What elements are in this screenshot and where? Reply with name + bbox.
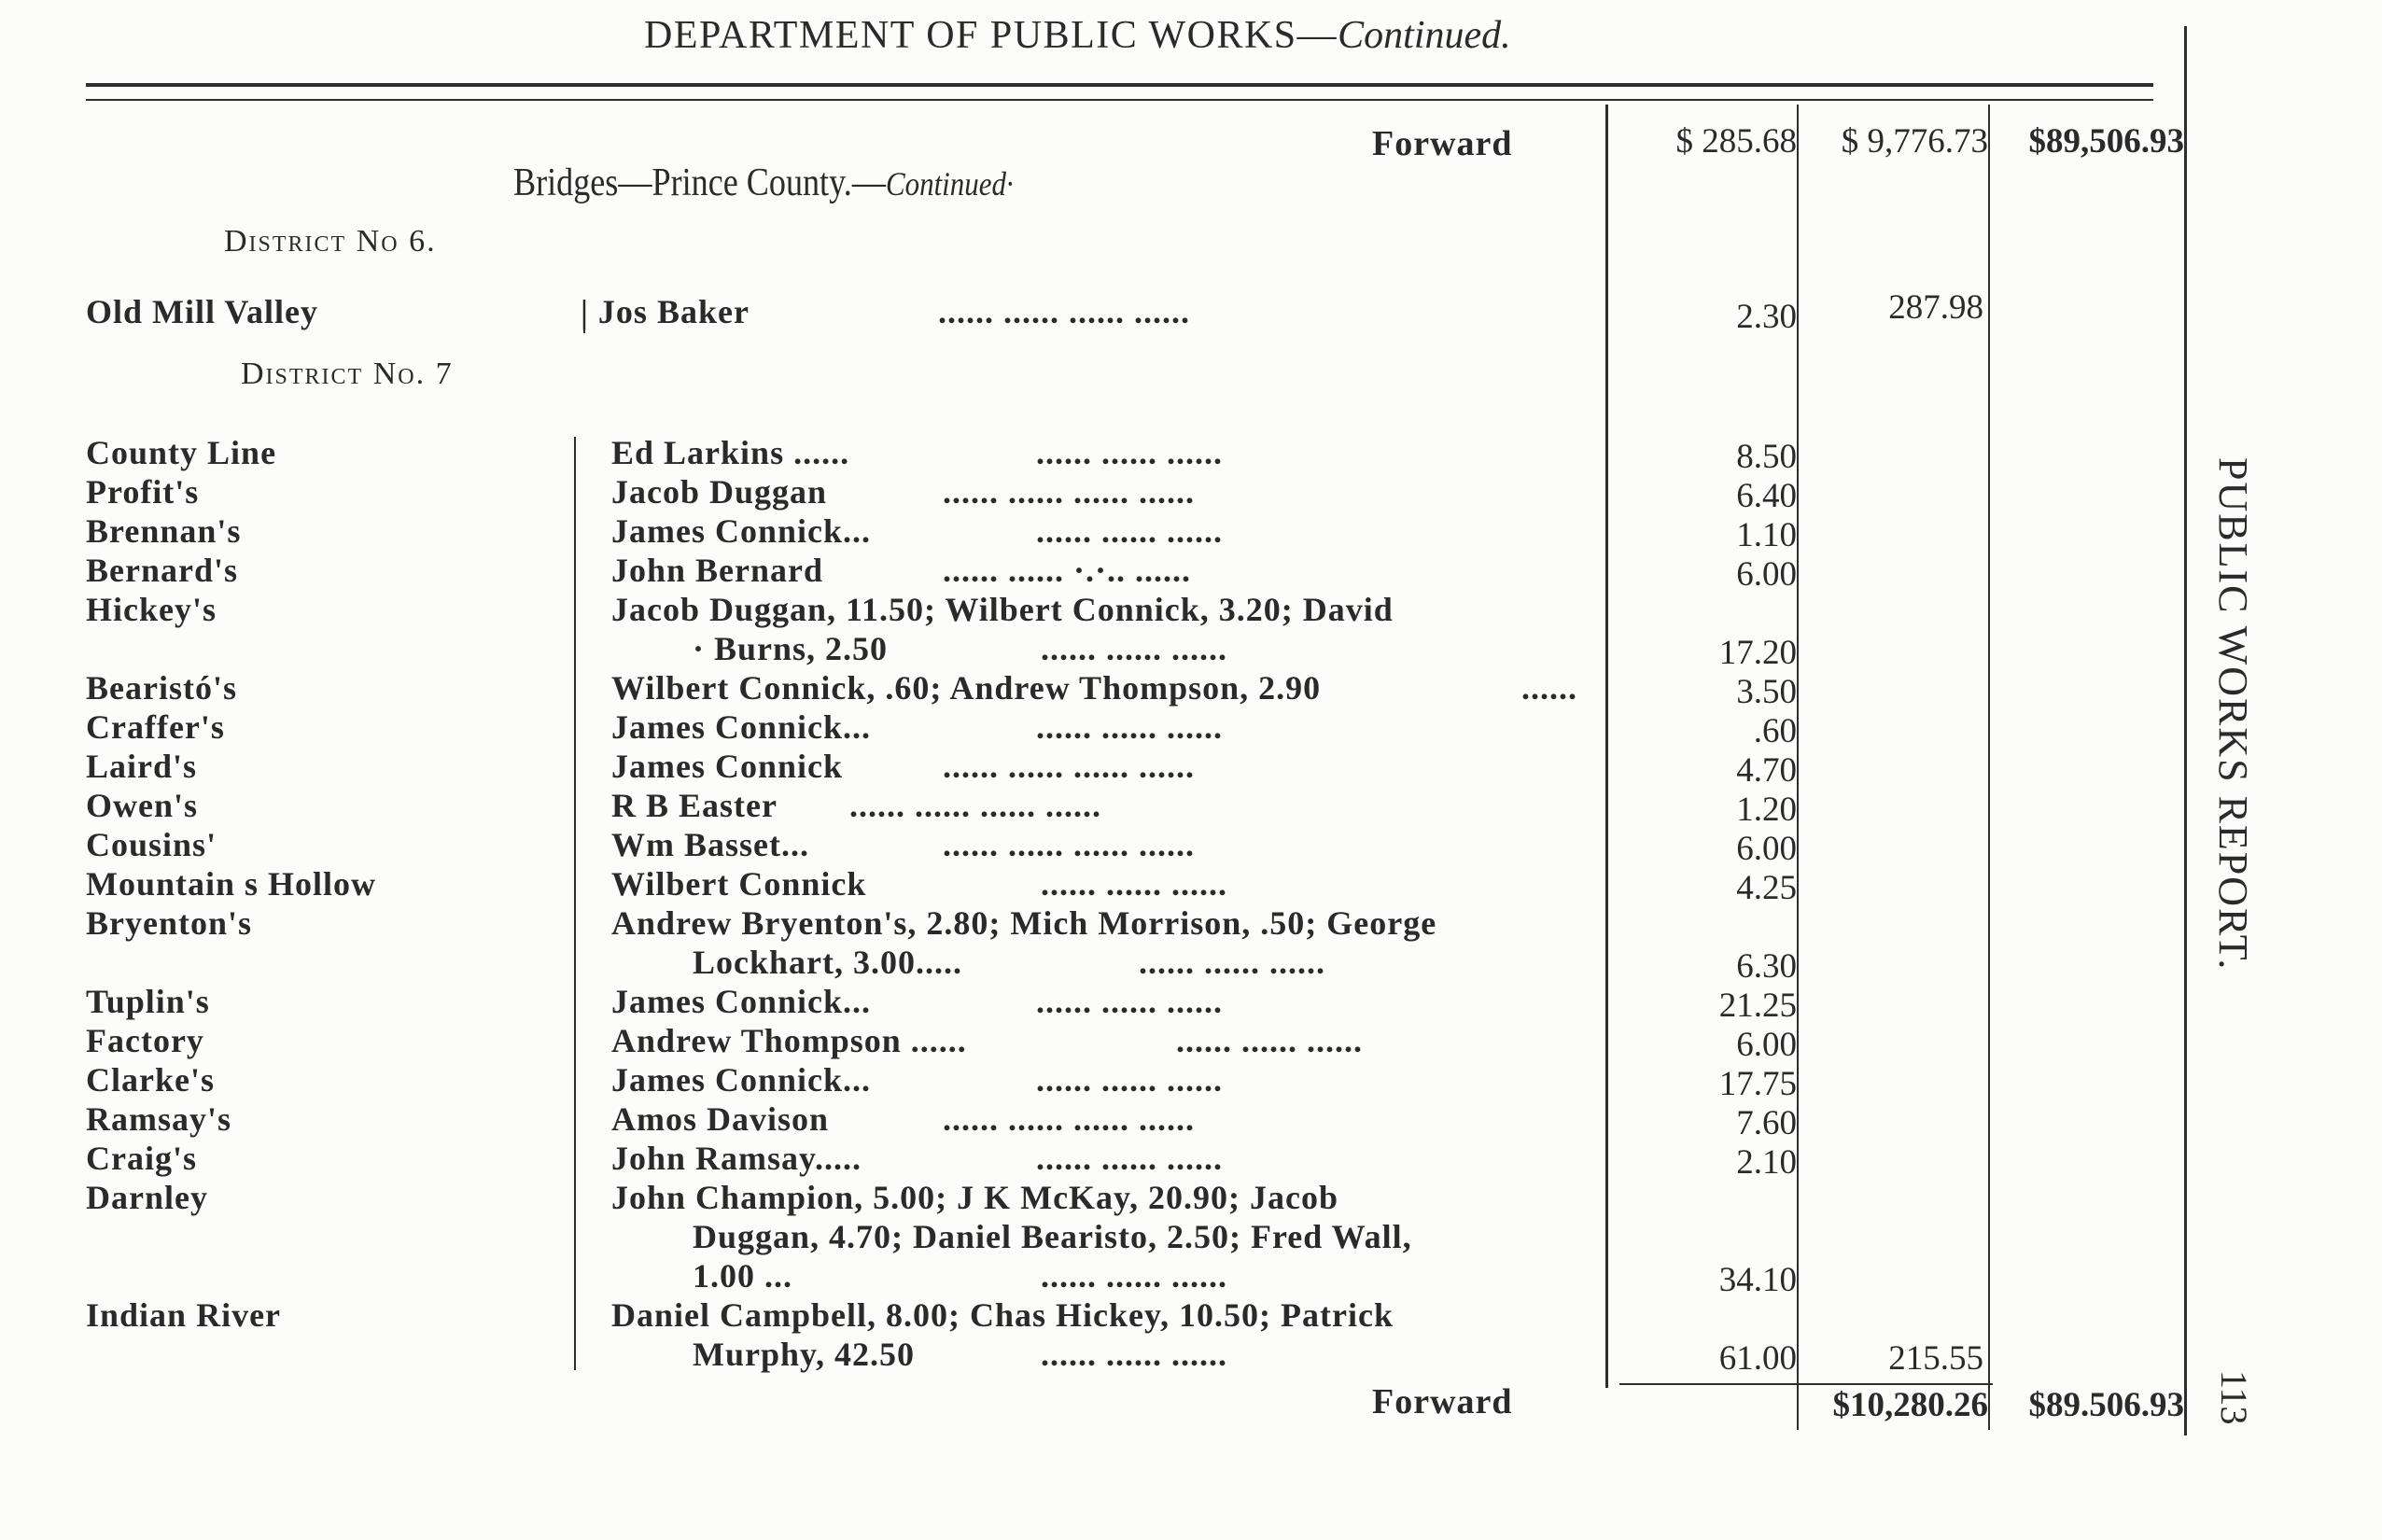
leader-dots: ...... ...... ......	[1036, 1140, 1223, 1177]
leader-dots: ...... ...... ......	[1036, 512, 1223, 550]
bridge-name: Factory	[86, 1022, 204, 1059]
payee: James Connick...	[611, 1061, 872, 1099]
payee: R B Easter	[611, 787, 778, 824]
bridge-name: Cousins'	[86, 826, 217, 863]
amount: 8.50	[1736, 438, 1797, 476]
side-report-title: PUBLIC WORKS REPORT.	[2210, 457, 2256, 972]
payee: Wm Basset...	[611, 826, 809, 863]
leader-dots: ...... ...... ......	[1139, 944, 1325, 981]
payee-continued: Lockhart, 3.00.....	[693, 944, 962, 981]
payee: Wilbert Connick, .60; Andrew Thompson, 2.90	[611, 669, 1322, 707]
district-6-heading: District No 6.	[224, 224, 437, 259]
bridge-name: Brennan's	[86, 512, 242, 550]
bridge-name: County Line	[86, 434, 277, 471]
top-rule-thin	[86, 99, 2153, 101]
subheading-continued: Continued·	[885, 165, 1014, 203]
col-rule-3	[1988, 105, 1990, 1430]
payee: Amos Davison	[611, 1100, 830, 1138]
leader-dots: ...... ...... ......	[1036, 983, 1223, 1020]
bridge-name: Hickey's	[86, 591, 217, 628]
forward-top-col3: $89,506.93	[2028, 122, 2184, 161]
bridge-name: Clarke's	[86, 1061, 215, 1099]
leader-dots: ...... ...... ......	[1041, 1336, 1227, 1373]
bridge-name: Mountain s Hollow	[86, 865, 377, 903]
leader-dots: ...... ...... ......	[1036, 708, 1223, 746]
payee-continued: · Burns, 2.50	[693, 630, 889, 667]
leader-dots: ...... ...... ......	[1041, 865, 1227, 903]
amount: 6.40	[1736, 477, 1797, 515]
amount: 2.10	[1736, 1143, 1797, 1182]
leader-dots: ...... ...... ......	[1036, 434, 1223, 471]
payee: | Jos Baker	[581, 293, 750, 330]
leader-dots: ...... ...... ...... ......	[943, 1100, 1195, 1138]
payee: Andrew Thompson ......	[611, 1022, 967, 1059]
bridge-name: Craig's	[86, 1140, 197, 1177]
bridge-name: Bearistó's	[86, 669, 237, 707]
section-subheading	[513, 161, 1014, 205]
payee: Andrew Bryenton's, 2.80; Mich Morrison, .50; George	[611, 904, 1437, 942]
leader-dots: ...... ...... ...... ......	[849, 787, 1101, 824]
top-rule	[86, 83, 2153, 87]
forward-top-label: Forward	[1372, 124, 1513, 163]
amount: 4.70	[1736, 751, 1797, 790]
leader-dots: ...... ...... ......	[1041, 1257, 1227, 1295]
page-header	[644, 13, 1511, 58]
amount: 1.10	[1736, 516, 1797, 554]
district-7-heading: District No. 7	[241, 357, 454, 391]
bridge-name: Darnley	[86, 1179, 208, 1216]
payee: John Ramsay.....	[611, 1140, 862, 1177]
amount: 61.00	[1718, 1339, 1797, 1378]
leader-dots: ...... ...... ...... ......	[943, 748, 1195, 785]
amount: 6.00	[1736, 555, 1797, 594]
name-col-rule	[574, 437, 576, 1370]
bridge-name: Owen's	[86, 787, 199, 824]
amount: 4.25	[1736, 869, 1797, 907]
right-margin-rule	[2184, 26, 2187, 1435]
bridge-name: Old Mill Valley	[86, 293, 319, 330]
bridge-name: Bernard's	[86, 552, 239, 589]
payee-continued: Duggan, 4.70; Daniel Bearisto, 2.50; Fred Wall,	[693, 1218, 1412, 1255]
bridge-name: Profit's	[86, 473, 200, 511]
bridge-name: Craffer's	[86, 708, 225, 746]
leader-dots: ...... ...... ...... ......	[943, 826, 1195, 863]
payee: Jacob Duggan	[611, 473, 828, 511]
amount: 3.50	[1736, 673, 1797, 711]
leader-dots: ...... ...... ·.·.. ......	[943, 552, 1192, 589]
amount: 17.75	[1718, 1065, 1797, 1103]
header-title: DEPARTMENT OF PUBLIC WORKS—	[644, 14, 1338, 57]
amount: 1.20	[1736, 791, 1797, 829]
header-continued: Continued.	[1338, 14, 1511, 57]
payee: James Connick...	[611, 512, 872, 550]
payee: Wilbert Connick	[611, 865, 867, 903]
payee: Jacob Duggan, 11.50; Wilbert Connick, 3.20; David	[611, 591, 1394, 628]
bridge-name: Indian River	[86, 1296, 282, 1334]
payee: Ed Larkins ......	[611, 434, 850, 471]
payee: John Champion, 5.00; J K McKay, 20.90; Jacob	[611, 1179, 1339, 1216]
amount: 2.30	[1736, 298, 1797, 336]
leader-dots: ...... ...... ...... ......	[943, 473, 1195, 511]
bridge-name: Bryenton's	[86, 904, 253, 942]
leader-dots: ...... ...... ......	[1176, 1022, 1363, 1059]
payee: Daniel Campbell, 8.00; Chas Hickey, 10.50; Patrick	[611, 1296, 1394, 1334]
payee: John Bernard	[611, 552, 824, 589]
payee: James Connick...	[611, 708, 872, 746]
amount: 6.30	[1736, 947, 1797, 986]
payee: James Connick...	[611, 983, 872, 1020]
payee: James Connick	[611, 748, 844, 785]
amount: 7.60	[1736, 1104, 1797, 1142]
forward-bottom-label: Forward	[1372, 1382, 1513, 1421]
district-subtotal: 287.98	[1888, 288, 1983, 327]
forward-bottom-col3: $89.506.93	[2028, 1386, 2184, 1424]
amount: 6.00	[1736, 1026, 1797, 1064]
forward-bottom-col2: $10,280.26	[1832, 1386, 1988, 1424]
amount: 34.10	[1718, 1261, 1797, 1299]
amount: 17.20	[1718, 634, 1797, 672]
leader-dots: ......	[1521, 669, 1577, 707]
amount: 21.25	[1718, 987, 1797, 1025]
bridge-name: Laird's	[86, 748, 198, 785]
bridge-name: Ramsay's	[86, 1100, 232, 1138]
leader-dots: ...... ...... ...... ......	[938, 293, 1190, 330]
district-subtotal: 215.55	[1888, 1339, 1983, 1378]
bridge-name: Tuplin's	[86, 983, 210, 1020]
forward-top-col2: $ 9,776.73	[1841, 122, 1988, 161]
leader-dots: ...... ...... ......	[1036, 1061, 1223, 1099]
payee-continued: Murphy, 42.50	[693, 1336, 916, 1373]
leader-dots: ...... ...... ......	[1041, 630, 1227, 667]
amount: 6.00	[1736, 830, 1797, 868]
subheading-text: Bridges—Prince County.—	[513, 161, 886, 204]
amount: .60	[1753, 712, 1797, 750]
forward-top-col1: $ 285.68	[1675, 122, 1797, 161]
payee-continued-2: 1.00 ...	[693, 1257, 792, 1295]
page-number: 113	[2213, 1370, 2255, 1425]
